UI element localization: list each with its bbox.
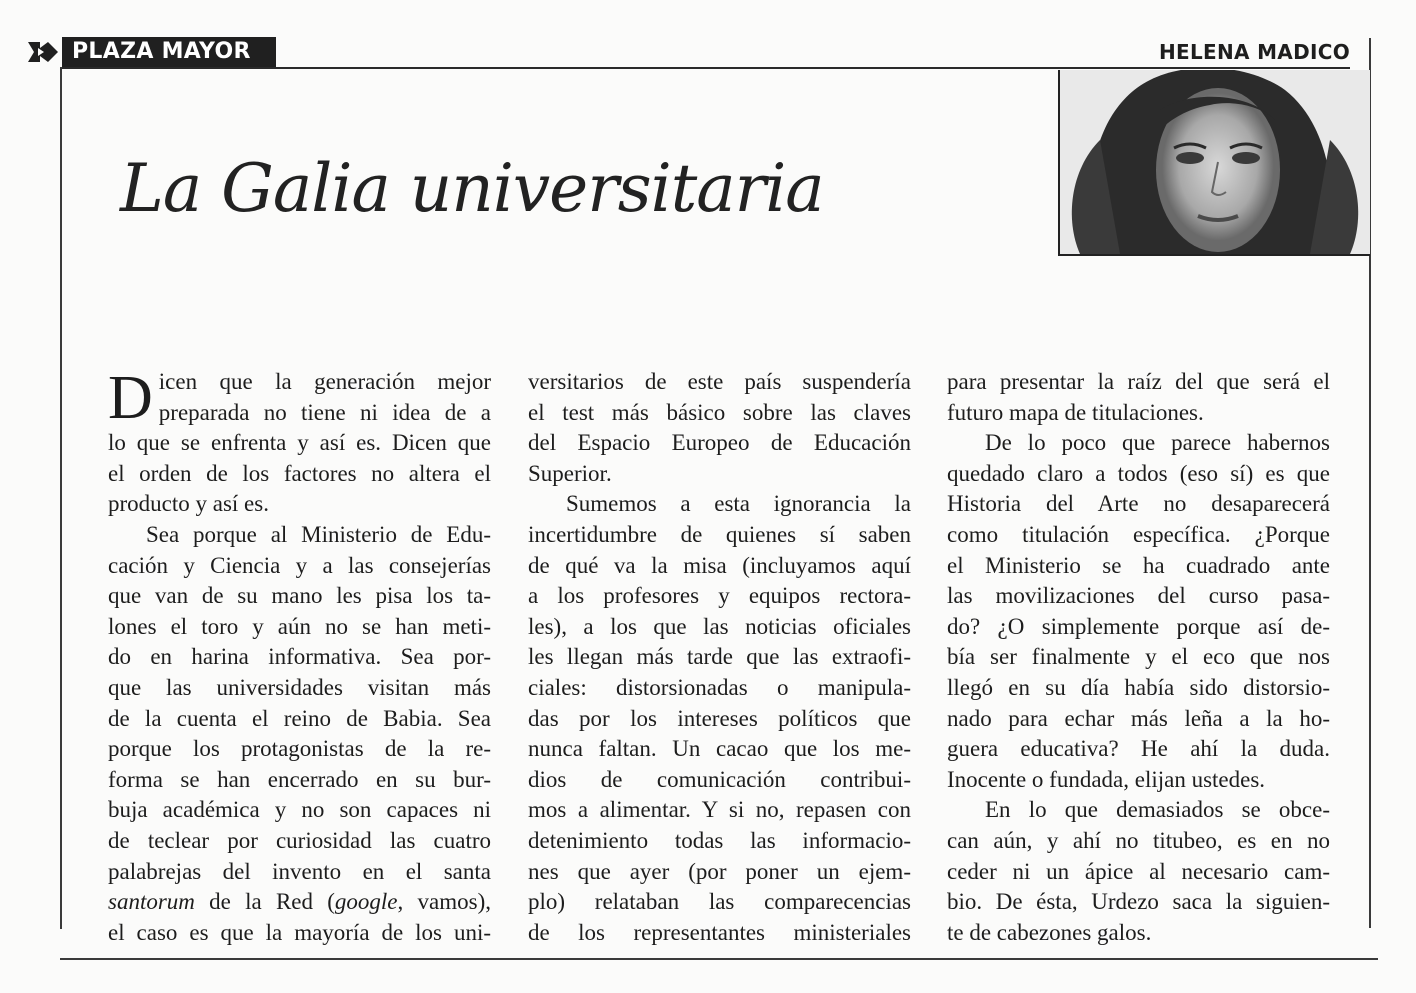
text-line: do? ¿O simplemente porque así de- (947, 613, 1330, 639)
text-line: de teclear por curiosidad las cuatro (108, 827, 491, 853)
top-rule (60, 67, 1350, 69)
text-line: nunca faltan. Un cacao que los me- (528, 736, 911, 762)
text-line: de qué va la misa (incluyamos aquí (528, 552, 911, 578)
text-line: ciales: distorsionadas o manipula- (528, 674, 911, 700)
text-line: Historia del Arte no desaparecerá (947, 491, 1330, 517)
text-line: buja académica y no son capaces ni (108, 797, 491, 823)
text-line: detenimiento todas las informacio- (528, 827, 911, 853)
text-line: can aún, y ahí no titubeo, es en no (947, 827, 1330, 853)
text-line: producto y así es. (108, 491, 269, 517)
text-line: cación y Ciencia y a las consejerías (108, 552, 491, 578)
text-line: que las universidades visitan más (108, 674, 491, 700)
text-line: das por los intereses políticos que (528, 705, 911, 731)
text-line: el orden de los factores no altera el (108, 460, 491, 486)
text-segment: , vamos), (397, 889, 491, 915)
author-name: HELENA MADICO (1159, 40, 1350, 64)
drop-cap: D (108, 364, 153, 432)
text-line: En lo que demasiados se obce- (985, 797, 1330, 823)
text-line: les llegan más tarde que las extraofi- (528, 644, 911, 670)
text-line: te de cabezones galos. (947, 919, 1152, 945)
text-line: Superior. (528, 460, 612, 486)
text-line: guera educativa? He ahí la duda. (947, 736, 1330, 762)
text-line: el test más básico sobre las claves (528, 399, 911, 425)
text-line: preparada no tiene ni idea de a (158, 399, 491, 425)
text-line: lones el toro y aún no se han meti- (108, 613, 491, 639)
article-column-3 (947, 367, 1330, 948)
text-line: icen que la generación mejor (158, 369, 491, 394)
text-segment: de la Red ( (194, 889, 335, 915)
text-line: el Ministerio se ha cuadrado ante (947, 552, 1330, 578)
section-tag: PLAZA MAYOR (62, 37, 276, 67)
italic-word: santorum (108, 889, 195, 915)
author-photo (1058, 70, 1370, 256)
text-line: quedado claro a todos (eso sí) es que (947, 460, 1330, 486)
text-line: porque los protagonistas de la re- (108, 736, 491, 762)
text-line: a los profesores y equipos rectora- (528, 583, 911, 609)
article-column-1 (108, 364, 491, 948)
italic-word: google (334, 889, 398, 915)
text-line: incertidumbre de quienes sí saben (528, 521, 911, 547)
text-line: Inocente o fundada, elijan ustedes. (947, 766, 1266, 792)
text-line: versitarios de este país suspendería (528, 369, 911, 394)
text-line: bio. De ésta, Urdezo saca la siguien- (947, 889, 1330, 915)
text-line: plo) relataban las comparecencias (528, 889, 911, 915)
text-line: les), a los que las noticias oficiales (528, 613, 911, 639)
text-line: palabrejas del invento en el santa (108, 858, 491, 884)
text-line: el caso es que la mayoría de los uni- (108, 919, 491, 945)
text-line: llegó en su día había sido distorsio- (947, 674, 1330, 700)
text-line: De lo poco que parece habernos (985, 430, 1330, 456)
article-column-2 (528, 367, 911, 948)
section-logo-icon (26, 38, 60, 66)
text-line: nado para echar más leña a la ho- (947, 705, 1330, 731)
text-line: lo que se enfrenta y así es. Dicen que (108, 430, 491, 456)
text-line: de la cuenta el reino de Babia. Sea (108, 705, 491, 731)
text-line: como titulación específica. ¿Porque (947, 521, 1330, 547)
text-line: nes que ayer (por poner un ejem- (528, 858, 911, 884)
text-line: Sumemos a esta ignorancia la (566, 491, 911, 517)
text-line: bía ser finalmente y el eco que nos (947, 644, 1330, 670)
text-line: ceder ni un ápice al necesario cam- (947, 858, 1330, 884)
text-line: Sea porque al Ministerio de Edu- (146, 521, 491, 547)
text-line: mos a alimentar. Y si no, repasen con (528, 797, 911, 823)
text-line: forma se han encerrado en su bur- (108, 766, 491, 792)
author-portrait-image (1060, 70, 1370, 254)
text-line: del Espacio Europeo de Educación (528, 430, 911, 456)
text-line: do en harina informativa. Sea por- (108, 644, 491, 670)
left-rule (60, 67, 62, 929)
text-line: futuro mapa de titulaciones. (947, 399, 1204, 425)
text-line: de los representantes ministeriales (528, 919, 911, 945)
text-line (108, 887, 491, 918)
text-line: para presentar la raíz del que será el (947, 369, 1330, 394)
headline: La Galia universitaria (120, 150, 824, 227)
text-line: las movilizaciones del curso pasa- (947, 583, 1330, 609)
text-line: dios de comunicación contribui- (528, 766, 911, 792)
text-line: que van de su mano les pisa los ta- (108, 583, 491, 609)
bottom-rule (60, 958, 1378, 960)
